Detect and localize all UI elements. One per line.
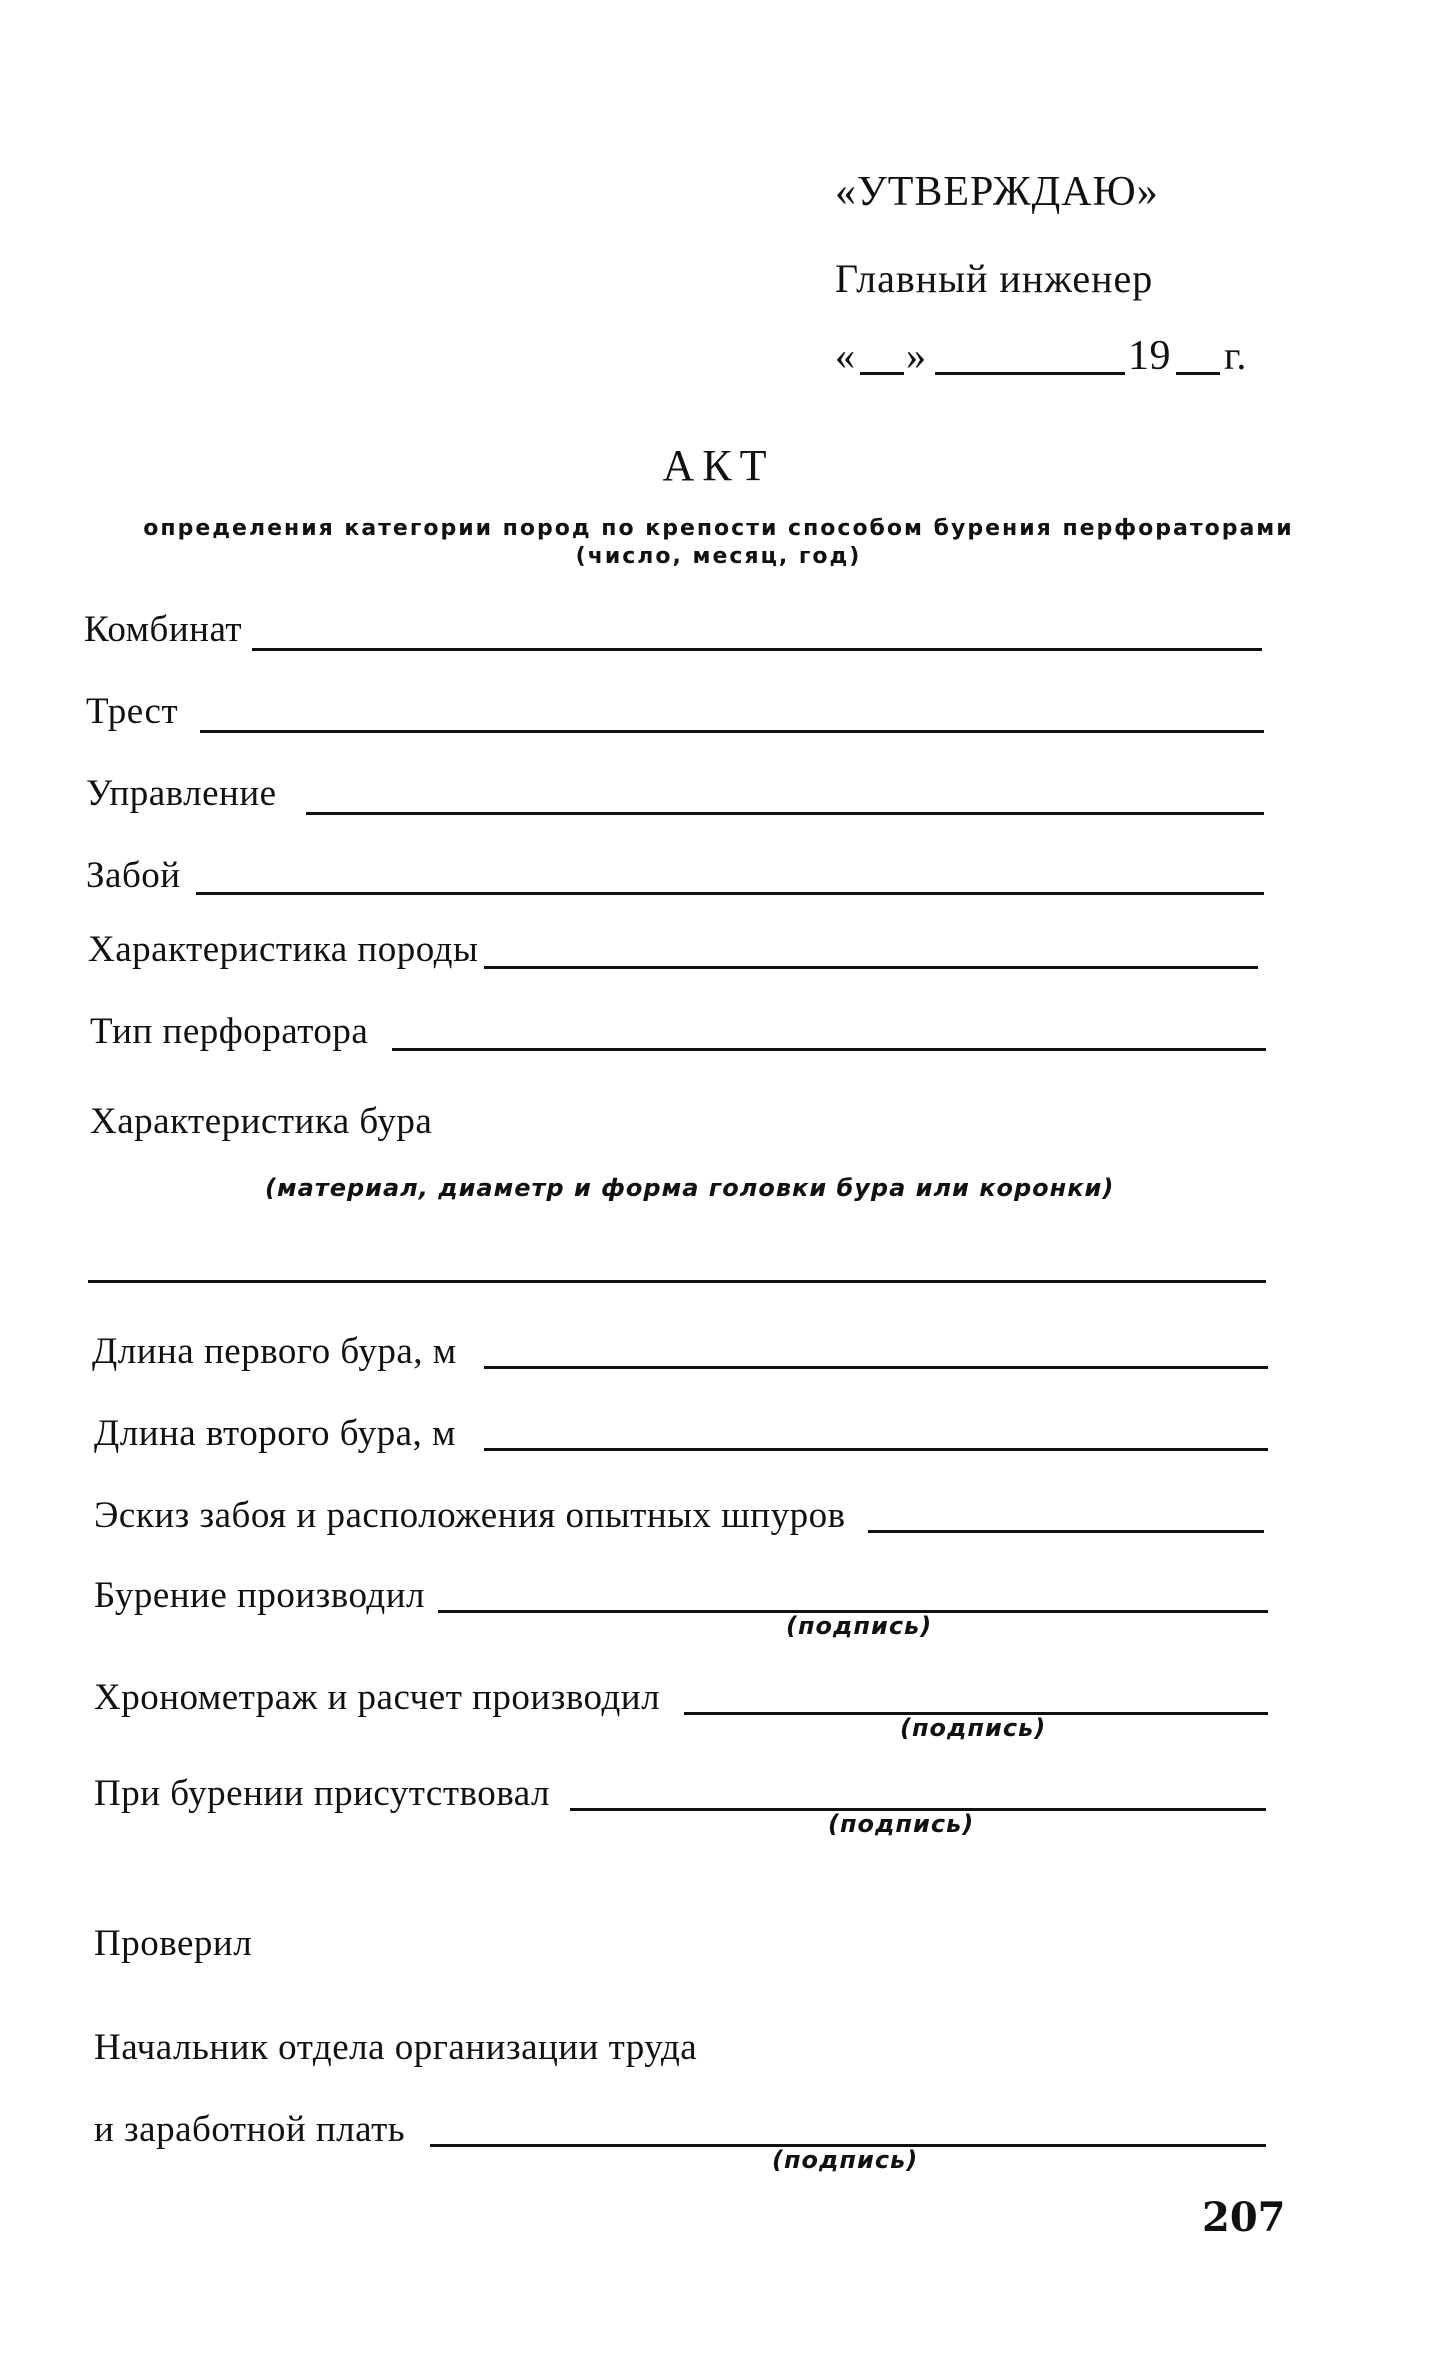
head-title-line2: и заработной плать	[94, 2109, 406, 2150]
date-month-blank[interactable]	[935, 372, 1125, 375]
date-open-quote: «	[835, 333, 856, 378]
field-blank-zaboy[interactable]	[196, 892, 1264, 895]
field-blank-bur1[interactable]	[484, 1366, 1268, 1369]
field-blank-poroda[interactable]	[484, 966, 1258, 969]
field-label-bur1: Длина первого бура, м	[92, 1331, 457, 1372]
field-blank-trest[interactable]	[200, 730, 1264, 733]
field-blank-upravlenie[interactable]	[306, 812, 1264, 815]
approval-position: Главный инженер	[835, 256, 1154, 301]
document-subtitle: определения категории пород по крепости способом бурения перфораторами	[143, 516, 1294, 541]
signature-hint-chrono: (подпись)	[900, 1714, 1047, 1742]
field-blank-bur2[interactable]	[484, 1448, 1268, 1451]
document-title: АКТ	[662, 441, 775, 490]
date-year-blank[interactable]	[1176, 372, 1220, 375]
field-label-kombinat: Комбинат	[84, 609, 243, 650]
field-hint-bur: (материал, диаметр и форма головки бура или коронки)	[265, 1174, 1115, 1202]
document-subtitle-note: (число, месяц, год)	[575, 544, 862, 569]
field-blank-kombinat[interactable]	[252, 648, 1262, 651]
field-label-prisut: При бурении присутствовал	[94, 1773, 550, 1814]
head-title-line1: Начальник отдела организации труда	[94, 2027, 698, 2068]
date-day-blank[interactable]	[860, 372, 904, 375]
field-blank-bur[interactable]	[88, 1280, 1266, 1283]
field-blank-eskiz[interactable]	[868, 1530, 1264, 1533]
checked-by-label: Проверил	[94, 1923, 253, 1964]
field-blank-perforator[interactable]	[392, 1048, 1266, 1051]
page-number: 207	[1202, 2194, 1286, 2241]
field-label-poroda: Характеристика породы	[88, 929, 479, 970]
date-suffix: г.	[1224, 333, 1247, 378]
signature-hint-head: (подпись)	[772, 2146, 919, 2174]
field-label-burenie: Бурение производил	[94, 1575, 425, 1616]
field-label-perforator: Тип перфоратора	[90, 1011, 369, 1052]
field-label-bur2: Длина второго бура, м	[94, 1413, 456, 1454]
signature-hint-prisut: (подпись)	[828, 1810, 975, 1838]
field-label-bur: Характеристика бура	[90, 1101, 433, 1142]
field-label-chrono: Хронометраж и расчет производил	[94, 1677, 661, 1718]
field-label-zaboy: Забой	[86, 855, 181, 896]
field-label-upravlenie: Управление	[86, 773, 277, 814]
date-year-prefix: 19	[1128, 333, 1171, 379]
approval-title: «УТВЕРЖДАЮ»	[835, 169, 1159, 215]
signature-hint-burenie: (подпись)	[786, 1612, 933, 1640]
date-close-quote: »	[906, 333, 927, 378]
field-label-trest: Трест	[86, 691, 179, 732]
field-label-eskiz: Эскиз забоя и расположения опытных шпуров	[94, 1495, 846, 1536]
